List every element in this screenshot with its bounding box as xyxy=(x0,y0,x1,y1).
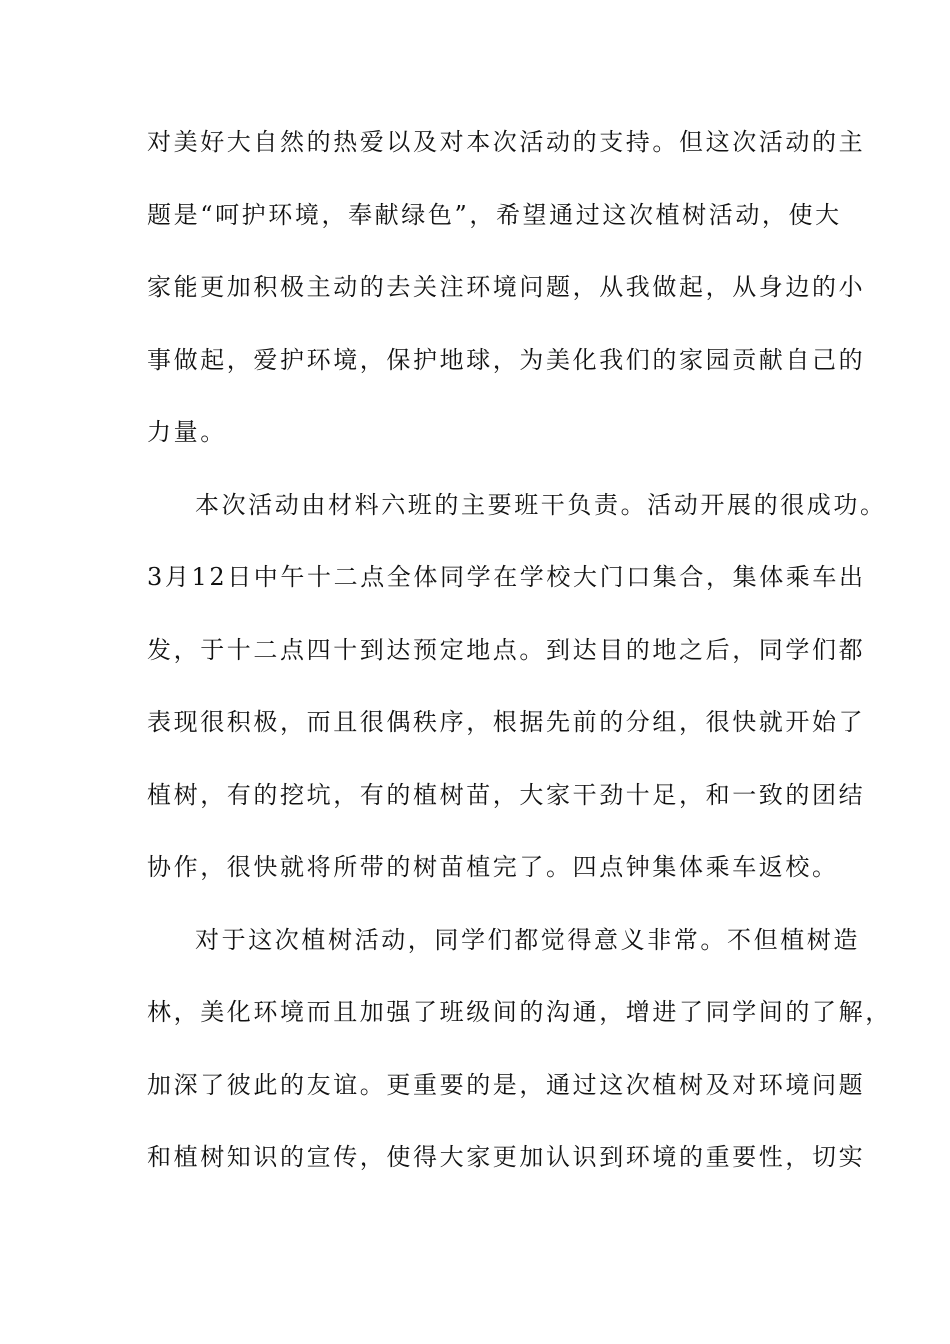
text-line: 事做起，爱护环境，保护地球，为美化我们的家园贡献自己的 xyxy=(147,345,866,374)
text-line: 对于这次植树活动，同学们都觉得意义非常。不但植树造 xyxy=(195,925,860,954)
text-line: 植树，有的挖坑，有的植树苗，大家干劲十足，和一致的团结 xyxy=(147,780,866,809)
text-line: 对美好大自然的热爱以及对本次活动的支持。但这次活动的主 xyxy=(147,128,866,156)
text-line: 加深了彼此的友谊。更重要的是，通过这次植树及对环境问题 xyxy=(147,1070,866,1099)
text-line: 题是“呵护环境，奉献绿色”，希望通过这次植树活动，使大 xyxy=(147,200,842,229)
text-line: 协作，很快就将所带的树苗植完了。四点钟集体乘车返校。 xyxy=(147,853,839,881)
text-line: 家能更加积极主动的去关注环境问题，从我做起，从身边的小 xyxy=(147,273,866,301)
text-line: 力量。 xyxy=(147,418,227,446)
text-line: 发，于十二点四十到达预定地点。到达目的地之后，同学们都 xyxy=(147,635,866,664)
text-line: 和植树知识的宣传，使得大家更加认识到环境的重要性，切实 xyxy=(147,1143,866,1171)
body-text xyxy=(147,128,892,1218)
text-line: 3月12日中午十二点全体同学在学校大门口集合，集体乘车出 xyxy=(147,563,866,591)
text-line: 林，美化环境而且加强了班级间的沟通，增进了同学间的了解， xyxy=(147,998,892,1026)
text-line: 本次活动由材料六班的主要班干负责。活动开展的很成功。 xyxy=(195,490,887,519)
text-line: 表现很积极，而且很偶秩序，根据先前的分组，很快就开始了 xyxy=(147,708,866,736)
